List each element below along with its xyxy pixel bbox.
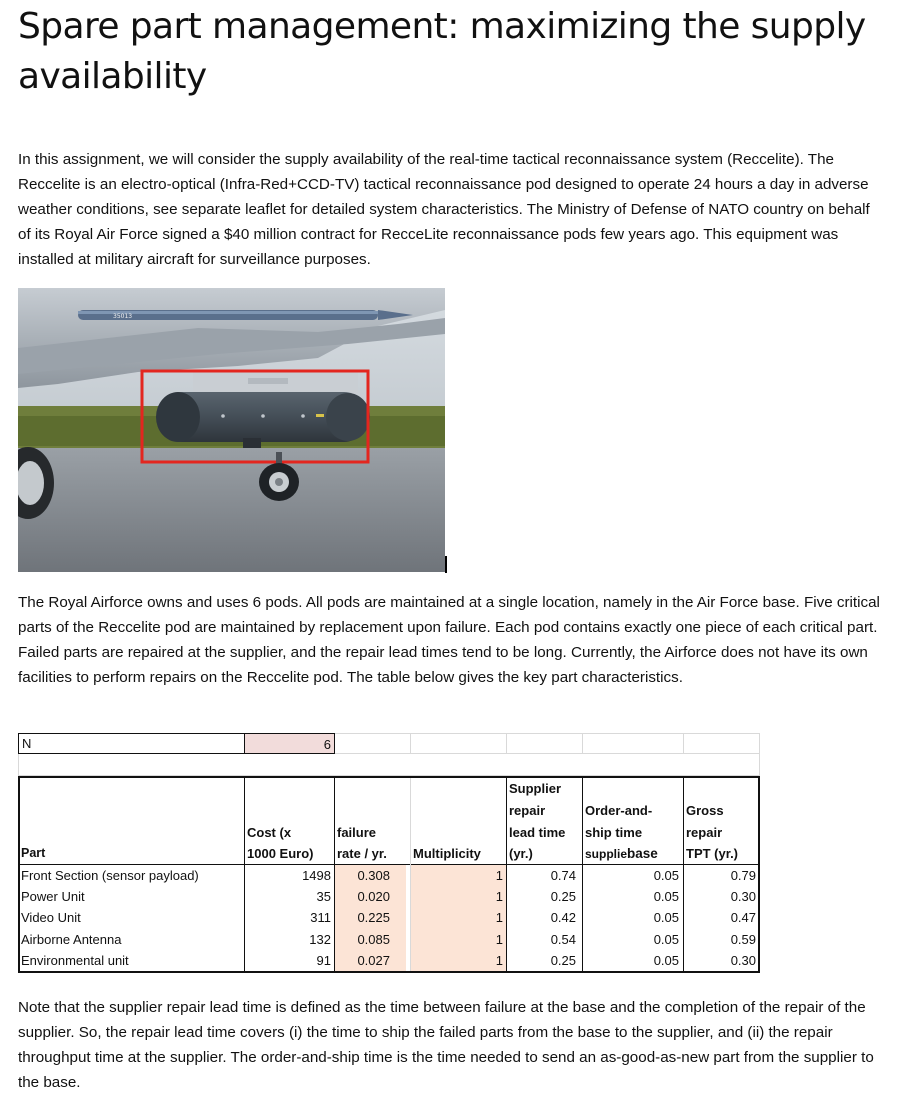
empty-cell [507,733,583,754]
cell-ship[interactable]: 0.05 [653,889,679,905]
header-failure-line1: failure [337,825,377,840]
n-label: N [18,733,245,754]
description-paragraph: The Royal Airforce owns and uses 6 pods. All pods are maintained at a single location, namely in the Air Force base. Five critical parts of the Reccelite pod are maintained by replacement upon failure. Each pod contains exactly one piece of each critical part. Failed parts are repaired at the supplier, and the repair lead times tend to be long. Currently, the Airforce does not have its own facilities to perform repairs on the Reccelite pod. The table below gives the key part characteristics. [18,594,880,686]
header-repair-line2: repair [509,803,546,818]
empty-cell [583,733,684,754]
note-paragraph: Note that the supplier repair lead time is defined as the time between failure at the base and the completion of the repair of the supplier. So, the repair lead time covers (i) the time to ship the failed parts from the base to the supplier, and (ii) the repair throughput time at the supplier. The order-and-ship time is the time needed to send an as-good-as-new part from the supplier to the base. [18,999,874,1091]
header-cost [245,822,335,843]
n-value[interactable]: 6 [245,733,335,754]
table-border [506,776,507,973]
header-ship-line1: Order-and- [585,803,653,818]
aircraft-tail-number: 35013 [113,313,133,320]
table-border [244,776,245,973]
table-border [18,776,20,973]
cell-failure[interactable]: 0.308 [335,865,406,886]
cell-part[interactable]: Front Section (sensor payload) [21,868,199,883]
cell-cost[interactable]: 91 [316,952,331,968]
cell-tpt[interactable]: 0.30 [730,952,756,968]
cell-ship[interactable]: 0.05 [653,868,679,883]
cell-multiplicity[interactable]: 1 [411,865,506,886]
header-tpt-line3: TPT (yr.) [686,846,739,861]
header-multiplicity: Multiplicity [413,846,481,861]
table-border [18,776,760,778]
cell-tpt[interactable]: 0.79 [730,868,756,883]
cell-repair[interactable]: 0.25 [550,952,576,968]
table-border [334,776,335,973]
cell-failure[interactable]: 0.027 [335,950,406,971]
header-ship-line3 [583,843,684,864]
header-part: Part [21,846,46,860]
cell-tpt[interactable]: 0.47 [730,910,756,926]
part-characteristics-table [18,733,760,973]
cell-cost[interactable]: 35 [316,889,331,905]
cell-multiplicity[interactable]: 1 [411,907,506,928]
cell-ship[interactable]: 0.05 [653,931,679,947]
table-border [758,776,760,973]
cell-tpt[interactable]: 0.59 [730,931,756,947]
cell-repair[interactable]: 0.54 [550,931,576,947]
empty-cell [684,733,760,754]
header-ship-line3a: supplie [585,847,628,861]
spacer-row [18,754,760,776]
column-gridline [410,778,411,971]
intro-paragraph: In this assignment, we will consider the supply availability of the real-time tactical reconnaissance system (Reccelite). The Reccelite is an electro-optical (Infra-Red+CCD-TV) tactical reconnaissance pod designed to operate 24 hours a day in adverse weather conditions, see separate leaflet for detailed system characteristics. The Ministry of Defense of NATO country on behalf of its Royal Air Force signed a $40 million contract for RecceLite reconnaissance pods few years ago. This equipment was installed at military aircraft for surveillance purposes. [18,151,870,268]
cell-ship[interactable]: 0.05 [653,952,679,968]
table-border [582,776,583,973]
cell-repair[interactable]: 0.42 [550,910,576,926]
header-tpt-line1: Gross [686,803,724,818]
cell-ship[interactable]: 0.05 [653,910,679,926]
cell-failure[interactable]: 0.225 [335,907,406,928]
cell-failure[interactable]: 0.020 [335,886,406,907]
cell-part[interactable]: Power Unit [21,889,85,905]
header-ship-line3b: base [627,846,658,861]
header-cost-line2: 1000 Euro) [247,846,314,861]
cell-repair[interactable]: 0.74 [550,868,576,883]
empty-cell [335,733,411,754]
header-ship-line2: ship time [585,825,643,840]
cell-cost[interactable]: 1498 [302,868,331,883]
table-border [18,864,760,865]
header-cost-line1: Cost (x [247,825,292,840]
header-failure-line2: rate / yr. [337,846,387,861]
cell-cost[interactable]: 132 [309,931,331,947]
empty-cell [411,733,507,754]
cell-repair[interactable]: 0.25 [550,889,576,905]
table-border [683,776,684,973]
cell-multiplicity[interactable]: 1 [411,929,506,950]
cell-part[interactable]: Airborne Antenna [21,931,122,947]
cell-tpt[interactable]: 0.30 [730,889,756,905]
header-repair-line4: (yr.) [509,846,533,861]
cell-cost[interactable]: 311 [310,910,331,926]
header-tpt-line2: repair [686,825,723,840]
cell-multiplicity[interactable]: 1 [411,950,506,971]
header-repair-line3: lead time [509,825,566,840]
text-cursor [445,556,447,573]
cell-part[interactable]: Environmental unit [21,952,129,968]
cell-failure[interactable]: 0.085 [335,929,406,950]
cell-part[interactable]: Video Unit [21,910,81,926]
header-repair-line1: Supplier [509,781,562,796]
aircraft-pod-photo [18,288,445,572]
cell-multiplicity[interactable]: 1 [411,886,506,907]
document-title: Spare part management: maximizing the supply availability [18,6,866,97]
table-border [18,971,760,973]
